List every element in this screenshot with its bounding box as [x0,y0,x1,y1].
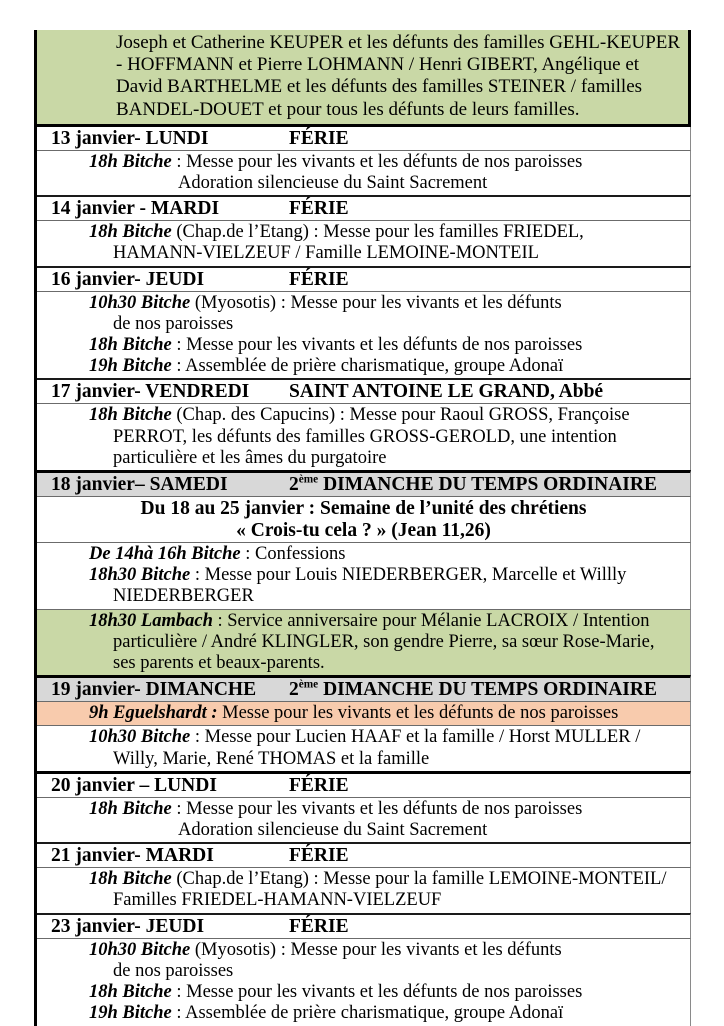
entry-line [37,565,690,586]
entry-text: Messe pour les vivants et les défunts de nos paroisses [217,703,619,724]
feast-name: DIMANCHE DU TEMPS ORDINAIRE [318,679,657,701]
entry-row [37,609,691,676]
entry-row [37,403,691,470]
entry-continuation-line: de nos paroisses [113,960,234,981]
entry-time-place: 19h Bitche [89,1003,172,1024]
note-line: - HOFFMANN et Pierre LOHMANN / Henri GIBERT, Angélique et [116,54,640,76]
day-header-row [37,195,691,220]
entry-row [37,938,691,1026]
entry-line [37,982,690,1003]
entry-text: : Assemblée de prière charismatique, groupe Adonaï [171,1003,564,1024]
entry-line [37,869,690,890]
entry-time-place: 9h Eguelshardt : [89,703,218,724]
entry-line [37,1003,690,1024]
entry-time-place: 10h30 Bitche [89,727,191,748]
entry-text: : Messe pour Louis NIEDERBERGER, Marcelle et Willly [190,565,627,586]
feast-label: FÉRIE [289,915,349,937]
entry-line [37,405,690,426]
feast-label: FÉRIE [289,198,349,220]
entry-text: (Chap.de l’Etang) : Messe pour la famille LEMOINE-MONTEIL/ [171,869,667,890]
entry-text: : Messe pour les vivants et les défunts de nos paroisses [171,335,583,356]
feast-label: FÉRIE [289,268,349,290]
feast-label [289,474,657,495]
day-header-row [37,675,691,701]
note-line: Joseph et Catherine KEUPER et les défunts des familles GEHL-KEUPER [116,32,681,53]
entry-line [37,293,690,314]
entry-line [37,940,690,961]
entry-continuation-line: HAMANN-VIELZEUF / Famille LEMOINE-MONTEIL [113,243,539,264]
entry-text: : Confessions [240,544,346,565]
banner-line: « Crois-tu cela ? » (Jean 11,26) [236,519,491,541]
entry-continuation-line: Familles FRIEDEL-HAMANN-VIELZEUF [113,890,442,911]
entry-continuation-line: Adoration silencieuse du Saint Sacrement [178,173,488,194]
feast-ordinal: 2 [289,679,299,701]
entry-row [37,701,691,725]
entry-continuation-line: PERROT, les défunts des familles GROSS-GEROLD, une intention [113,426,617,447]
entry-time-place: 18h Bitche [89,405,172,426]
feast-name: DIMANCHE DU TEMPS ORDINAIRE [318,474,657,496]
feast-ordinal-suffix: ème [298,473,319,486]
entry-row [37,867,691,912]
entry-time-place: 10h30 Bitche [89,292,191,313]
entry-time-place: 19h Bitche [89,356,172,377]
note-row [37,30,691,127]
entry-continuation-line: particulière et les âmes du purgatoire [113,447,387,468]
entry-row [37,291,691,379]
entry-line [37,356,690,377]
day-header-row [37,913,691,938]
entry-line [37,335,690,356]
date-label: 23 janvier- JEUDI [51,915,205,937]
feast-label: SAINT ANTOINE LE GRAND, Abbé [289,381,604,403]
entry-continuation-line: ses parents et beaux-parents. [113,653,325,674]
date-label: 13 janvier- LUNDI [51,127,209,149]
entry-text: (Chap.de l’Etang) : Messe pour les familles FRIEDEL, [171,222,584,243]
note-line: David BARTHELME et les défunts des familles STEINER / familles [116,76,643,98]
date-label: 14 janvier - MARDI [51,198,220,220]
entry-text: : Assemblée de prière charismatique, groupe Adonaï [171,356,564,377]
date-label: 20 janvier – LUNDI [51,774,217,796]
entry-text: (Myosotis) : Messe pour les vivants et les défunts [190,292,562,313]
entry-row [37,220,691,265]
entry-time-place: 18h Bitche [89,151,172,172]
date-label: 18 janvier– SAMEDI [51,474,228,496]
feast-ordinal-suffix: ème [298,678,319,691]
day-header-row [37,771,691,797]
entry-continuation-line: NIEDERBERGER [113,586,254,607]
banner-line: Du 18 au 25 janvier : Semaine de l’unité des chrétiens [140,498,587,520]
day-header-row [37,127,691,150]
day-header-row [37,470,691,496]
entry-continuation-line: Willy, Marie, René THOMAS et la famille [113,748,430,769]
entry-line [37,611,690,632]
entry-text: (Chap. des Capucins) : Messe pour Raoul GROSS, Françoise [171,405,630,426]
entry-line [37,799,690,820]
entry-time-place: 10h30 Bitche [89,939,191,960]
entry-text: : Messe pour Lucien HAAF et la famille / Horst MULLER / [190,727,641,748]
entry-continuation-line: particulière / André KLINGLER, son gendre Pierre, sa sœur Rose-Marie, [113,631,655,652]
entry-time-place: 18h Bitche [89,798,172,819]
entry-text: : Messe pour les vivants et les défunts de nos paroisses [171,798,583,819]
entry-time-place: 18h Bitche [89,982,172,1003]
entry-line [37,152,690,173]
date-label: 17 janvier- VENDREDI [51,381,250,403]
day-header-row [37,378,691,403]
entry-time-place: 18h30 Bitche [89,565,191,586]
entry-time-place: 18h Bitche [89,869,172,890]
entry-line [37,727,690,748]
note-line: BANDEL-DOUET et pour tous les défunts de leurs familles. [116,98,580,120]
week-banner-row [37,496,691,542]
entry-continuation-line: de nos paroisses [113,313,234,334]
entry-time-place: 18h Bitche [89,335,172,356]
entry-time-place: 18h Bitche [89,222,172,243]
schedule-table [34,30,691,1026]
entry-row [37,725,691,770]
day-header-row [37,266,691,291]
feast-label [289,679,657,700]
date-label: 16 janvier- JEUDI [51,268,205,290]
entry-row [37,542,691,609]
entry-row [37,797,691,842]
entry-text: : Service anniversaire pour Mélanie LACROIX / Intention [212,610,650,631]
entry-text: (Myosotis) : Messe pour les vivants et les défunts [190,939,562,960]
feast-label: FÉRIE [289,845,349,867]
entry-line [37,703,690,724]
feast-label: FÉRIE [289,127,349,149]
date-label: 21 janvier- MARDI [51,845,214,867]
entry-line [37,222,690,243]
date-label: 19 janvier- DIMANCHE [51,679,257,701]
feast-ordinal: 2 [289,474,299,496]
entry-text: : Messe pour les vivants et les défunts de nos paroisses [171,151,583,172]
day-header-row [37,842,691,867]
entry-text: : Messe pour les vivants et les défunts de nos paroisses [171,982,583,1003]
entry-continuation-line: Adoration silencieuse du Saint Sacrement [178,820,488,841]
entry-row [37,150,691,195]
feast-label: FÉRIE [289,774,349,796]
entry-line [37,544,690,565]
entry-time-place: De 14hà 16h Bitche [89,544,241,565]
entry-time-place: 18h30 Lambach [89,610,213,631]
